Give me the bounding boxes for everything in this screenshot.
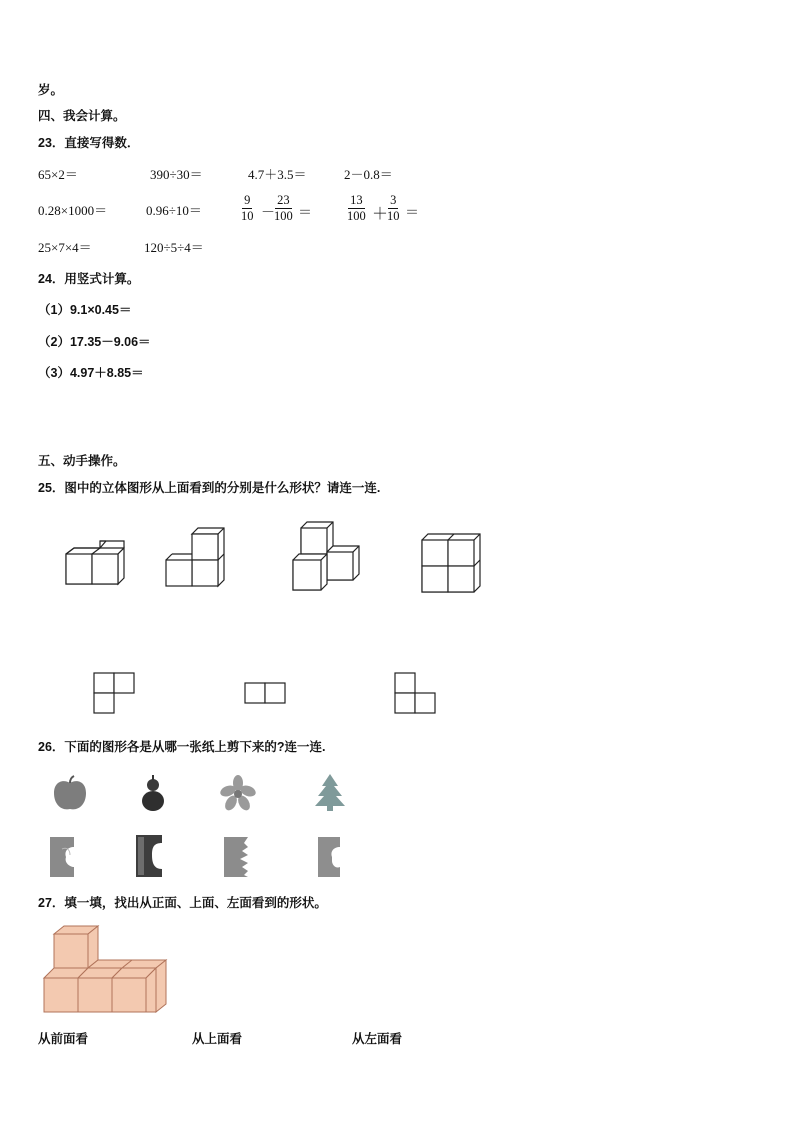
apple-icon [50,775,90,815]
paper-cut-4 [316,835,346,879]
numerator: 23 [277,193,290,207]
section-5-title: 五、动手操作。 [38,454,126,468]
section-4-title: 四、我会计算。 [38,109,126,123]
q23-item: 2－0.8＝ [344,167,393,182]
paper-cut-3 [222,835,252,879]
equals: ＝ [298,206,312,221]
solid-figure-4 [416,532,486,598]
numerator: 9 [244,193,251,207]
q25-title: 25．图中的立体图形从上面看到的分别是什么形状？请连一连. [38,481,381,495]
solid-figure-2 [160,522,235,592]
q23-title: 23．直接写得数． [38,136,140,150]
q24-item: （2）17.35－9.06＝ [38,335,151,349]
fraction [345,194,368,223]
fragment-text: 岁。 [38,83,64,97]
flower-icon [220,775,256,811]
solid-figure-1 [60,538,130,588]
cube-stack-figure [44,924,174,1016]
q23-item: 0.96÷10＝ [146,203,202,218]
tree-icon [312,772,348,812]
top-view-shape-3 [394,672,439,717]
view-label-top: 从上面看 [192,1032,243,1046]
top-view-shape-1 [93,672,138,717]
denominator: 10 [241,209,254,223]
q26-title: 26．下面的图形各是从哪一张纸上剪下来的?连一连. [38,740,326,754]
q24-item: （3）4.97＋8.85＝ [38,366,144,380]
denominator: 100 [347,209,366,223]
q23-item: 0.28×1000＝ [38,203,108,218]
denominator: 10 [387,209,400,223]
q23-item: 65×2＝ [38,167,78,182]
q23-item: 390÷30＝ [150,167,203,182]
gourd-icon [137,773,169,815]
solid-figure-3 [288,520,368,595]
equals: ＝ [405,206,419,221]
top-view-shape-2 [244,682,289,707]
q24-title: 24．用竖式计算。 [38,272,140,286]
fraction [239,194,256,223]
q23-item: 4.7＋3.5＝ [248,167,307,182]
q23-item: 120÷5÷4＝ [144,240,204,255]
fraction [272,194,295,223]
operator: － [261,206,275,221]
numerator: 3 [390,193,397,207]
view-label-left: 从左面看 [352,1032,403,1046]
q24-item: （1）9.1×0.45＝ [38,303,132,317]
q23-item: 25×7×4＝ [38,240,92,255]
fraction [385,194,402,223]
q27-title: 27．填一填，找出从正面、上面、左面看到的形状。 [38,896,327,910]
numerator: 13 [350,193,363,207]
paper-cut-1 [48,835,80,879]
denominator: 100 [274,209,293,223]
view-label-front: 从前面看 [38,1032,89,1046]
operator: ＋ [372,206,389,223]
paper-cut-2 [134,833,166,879]
